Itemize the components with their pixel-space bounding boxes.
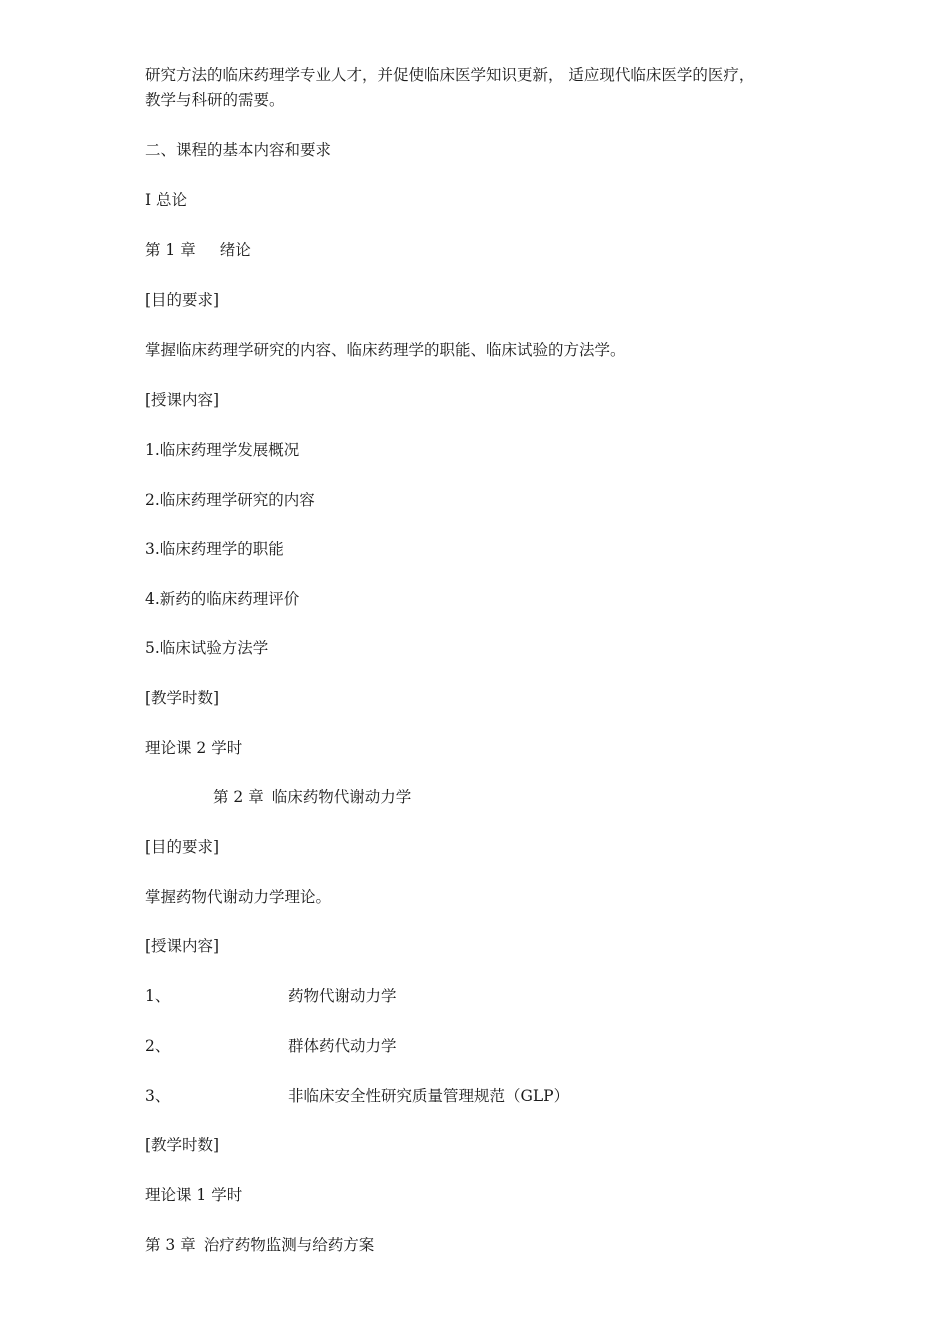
section-heading: 二、课程的基本内容和要求 <box>145 141 332 159</box>
chapter-1-hours-label: [教学时数] <box>145 689 220 707</box>
chapter-2-hours-label: [教学时数] <box>145 1136 220 1154</box>
chapter-2-item-number: 1、 <box>145 987 171 1005</box>
chapter-1-aims-text: 掌握临床药理学研究的内容、临床药理学的职能、临床试验的方法学。 <box>145 341 626 359</box>
chapter-2-item <box>145 1085 569 1107</box>
chapter-2-aims-label: [目的要求] <box>145 838 220 856</box>
chapter-1-item: 1.临床药理学发展概况 <box>145 441 300 459</box>
chapter-2-hours-text: 理论课 1 学时 <box>145 1186 243 1204</box>
intro-line-1: 研究方法的临床药理学专业人才，并促使临床医学知识更新， 适应现代临床医学的医疗， <box>145 66 755 84</box>
chapter-2-aims-text: 掌握药物代谢动力学理论。 <box>145 888 332 906</box>
chapter-1-aims-label: [目的要求] <box>145 291 220 309</box>
chapter-2-item-text: 群体药代动力学 <box>288 1037 397 1055</box>
chapter-3-title: 治疗药物监测与给药方案 <box>203 1236 375 1254</box>
part-heading: I 总论 <box>145 191 188 209</box>
chapter-2-item-number: 2、 <box>145 1037 171 1055</box>
chapter-1-number: 第 1 章 <box>145 241 196 259</box>
chapter-2-heading <box>213 786 411 808</box>
chapter-3-heading <box>145 1234 374 1256</box>
chapter-2-title: 临床药物代谢动力学 <box>271 788 412 806</box>
chapter-1-item: 4.新药的临床药理评价 <box>145 590 300 608</box>
chapter-2-item-text: 非临床安全性研究质量管理规范（GLP） <box>288 1087 570 1105</box>
chapter-1-heading <box>145 239 251 261</box>
chapter-1-hours-text: 理论课 2 学时 <box>145 739 243 757</box>
chapter-2-item <box>145 985 397 1007</box>
chapter-1-content-label: [授课内容] <box>145 391 220 409</box>
chapter-2-item <box>145 1035 397 1057</box>
chapter-1-title: 绪论 <box>219 241 251 259</box>
intro-line-2: 教学与科研的需要。 <box>145 91 285 109</box>
chapter-2-number: 第 2 章 <box>213 788 264 806</box>
chapter-1-item: 5.临床试验方法学 <box>145 639 269 657</box>
chapter-2-item-text: 药物代谢动力学 <box>288 987 397 1005</box>
chapter-3-number: 第 3 章 <box>145 1236 196 1254</box>
chapter-1-item: 3.临床药理学的职能 <box>145 540 284 558</box>
chapter-2-item-number: 3、 <box>145 1087 171 1105</box>
chapter-2-content-label: [授课内容] <box>145 937 220 955</box>
chapter-1-item: 2.临床药理学研究的内容 <box>145 491 315 509</box>
